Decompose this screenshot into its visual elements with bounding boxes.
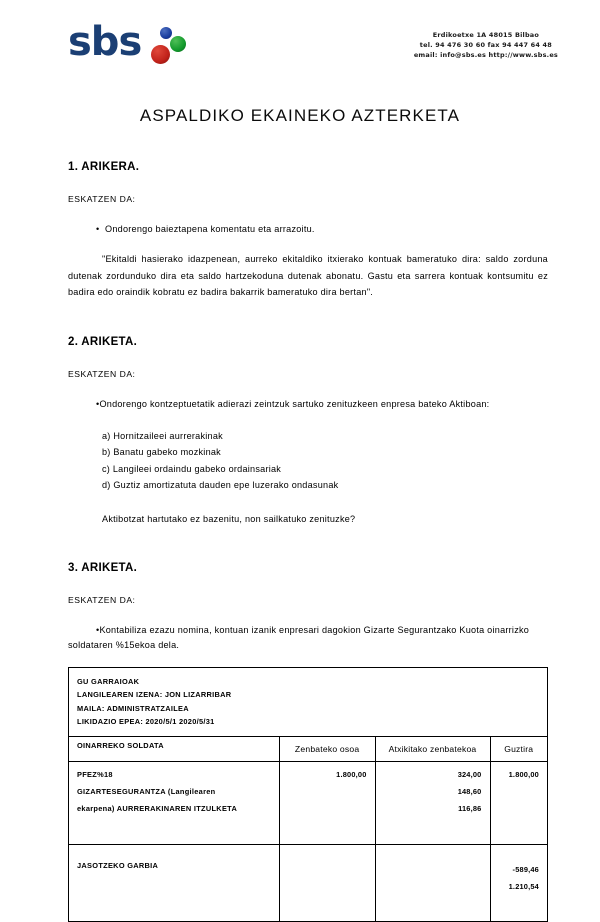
document-header [0, 0, 600, 78]
section-2-prompt-label: ESKATZEN DA: [68, 368, 136, 379]
column-header-base-salary: OINARREKO SOLDATA [69, 736, 280, 761]
list-item: b) Banatu gabeko mozkinak [102, 447, 221, 457]
section-1-prompt-label: ESKATZEN DA: [68, 194, 136, 204]
table-row-meta [69, 667, 548, 736]
section-heading-3: 3. ARIKETA. [68, 561, 138, 574]
contact-phone: tel. 94 476 30 60 fax 94 447 64 48 [419, 41, 552, 49]
list-item: c) Langileei ordaindu gabeko ordainsariak [102, 463, 282, 474]
table-row-net [69, 844, 548, 921]
document-body [0, 160, 600, 653]
net-pay-grand-cell [490, 844, 548, 921]
column-header-grand-total: Guztira [490, 736, 548, 761]
logo-spheres-icon [143, 24, 189, 74]
green-sphere-icon [170, 36, 186, 52]
contact-email-web: email: info@sbs.es http://www.sbs.es [413, 51, 558, 59]
section-3-bullet [68, 623, 548, 653]
list-item: a) Hornitzaileei aurrerakinak [102, 430, 223, 441]
column-header-total-amount: Zenbateko osoa [279, 736, 375, 761]
net-pay-final-value: 1.210,54 [508, 881, 539, 891]
company-name: GU GARRAIOAK [77, 676, 140, 686]
section-2-bullet [68, 397, 548, 412]
withheld-value-advance: 116,86 [458, 803, 482, 813]
contact-info [414, 22, 558, 60]
bullet-dot-icon: • [96, 224, 100, 234]
net-pay-label: JASOTZEKO GARBIA [69, 844, 280, 921]
red-sphere-icon [151, 45, 170, 64]
table-row-header [69, 736, 548, 761]
bullet-dot-icon: • [96, 624, 100, 635]
blue-sphere-icon [160, 27, 172, 39]
employee-name: LANGILEAREN IZENA: JON LIZARRIBAR [77, 690, 232, 699]
net-pay-withheld-cell [375, 844, 490, 921]
contact-address: Erdikoetxe 1A 48015 Bilbao [432, 31, 540, 39]
payroll-meta-cell [69, 667, 548, 736]
section-heading-1: 1. ARIKERA. [68, 161, 140, 173]
table-row-concepts [69, 761, 548, 844]
concept-social-security-line1: GIZARTESEGURANTZA (Langilearen [77, 786, 216, 796]
concept-cell [69, 761, 280, 844]
total-amount-cell [279, 761, 375, 844]
section-2-closing-question: Aktibotzat hartutako ez bazenitu, non sailkatuko zenituzke? [102, 513, 356, 524]
concept-irpf: PFEZ%18 [77, 769, 113, 779]
net-pay-total-cell [279, 844, 375, 921]
section-1-bullet [68, 222, 548, 237]
withheld-value-ss: 148,60 [457, 786, 482, 796]
section-3-prompt-label: ESKATZEN DA: [68, 594, 136, 605]
section-3-bullet-text: Kontabiliza ezazu nomina, kontuan izanik enpresari dagokion Gizarte Segurantzako Kuota oinarrizko soldataren %15ekoa dela. [68, 624, 530, 650]
total-amount-value: 1.800,00 [336, 769, 367, 779]
net-pay-deduction-value: -589,46 [512, 864, 539, 874]
bullet-dot-icon: • [96, 398, 100, 409]
section-2-options-list [68, 428, 548, 494]
page-title: ASPALDIKO EKAINEKO AZTERKETA [139, 106, 461, 125]
sbs-logo [68, 19, 258, 78]
section-1-quote: "Ekitaldi hasierako idazpenean, aurreko ekitaldiko itxierako kontuak bameratuko dira: saldo zorduna dutenak zordunduko dira eta saldo hartzekoduna dutenak abonatu. Gastu eta sarrera kontuak kontsumitu ez badira edo oraindik kobratu ez badira bakarrik bameratuko dira bertan". [68, 254, 548, 297]
column-header-withheld-amount: Atxikitako zenbatekoa [375, 736, 490, 761]
payroll-table-container [0, 667, 600, 922]
concept-social-security-line2: ekarpena) AURRERAKINAREN ITZULKETA [77, 803, 238, 813]
section-heading-2: 2. ARIKETA. [68, 335, 138, 348]
withheld-amount-cell [375, 761, 490, 844]
grand-total-cell [490, 761, 548, 844]
payroll-table [68, 667, 548, 922]
settlement-period: LIKIDAZIO EPEA: 2020/5/1 2020/5/31 [77, 717, 215, 726]
withheld-value-irpf: 324,00 [457, 769, 482, 779]
employee-level: MAILA: ADMINISTRATZAILEA [77, 703, 189, 713]
section-2-bullet-text: Ondorengo kontzeptuetatik adierazi zeintzuk sartuko zenituzkeen enpresa bateko Aktiboan: [99, 398, 490, 409]
logo-wordmark: sbs [68, 19, 142, 65]
list-item: d) Guztiz amortizatuta dauden epe luzerako ondasunak [102, 480, 339, 490]
grand-total-value: 1.800,00 [508, 769, 539, 779]
section-1-bullet-text: Ondorengo baieztapena komentatu eta arrazoitu. [105, 224, 315, 234]
